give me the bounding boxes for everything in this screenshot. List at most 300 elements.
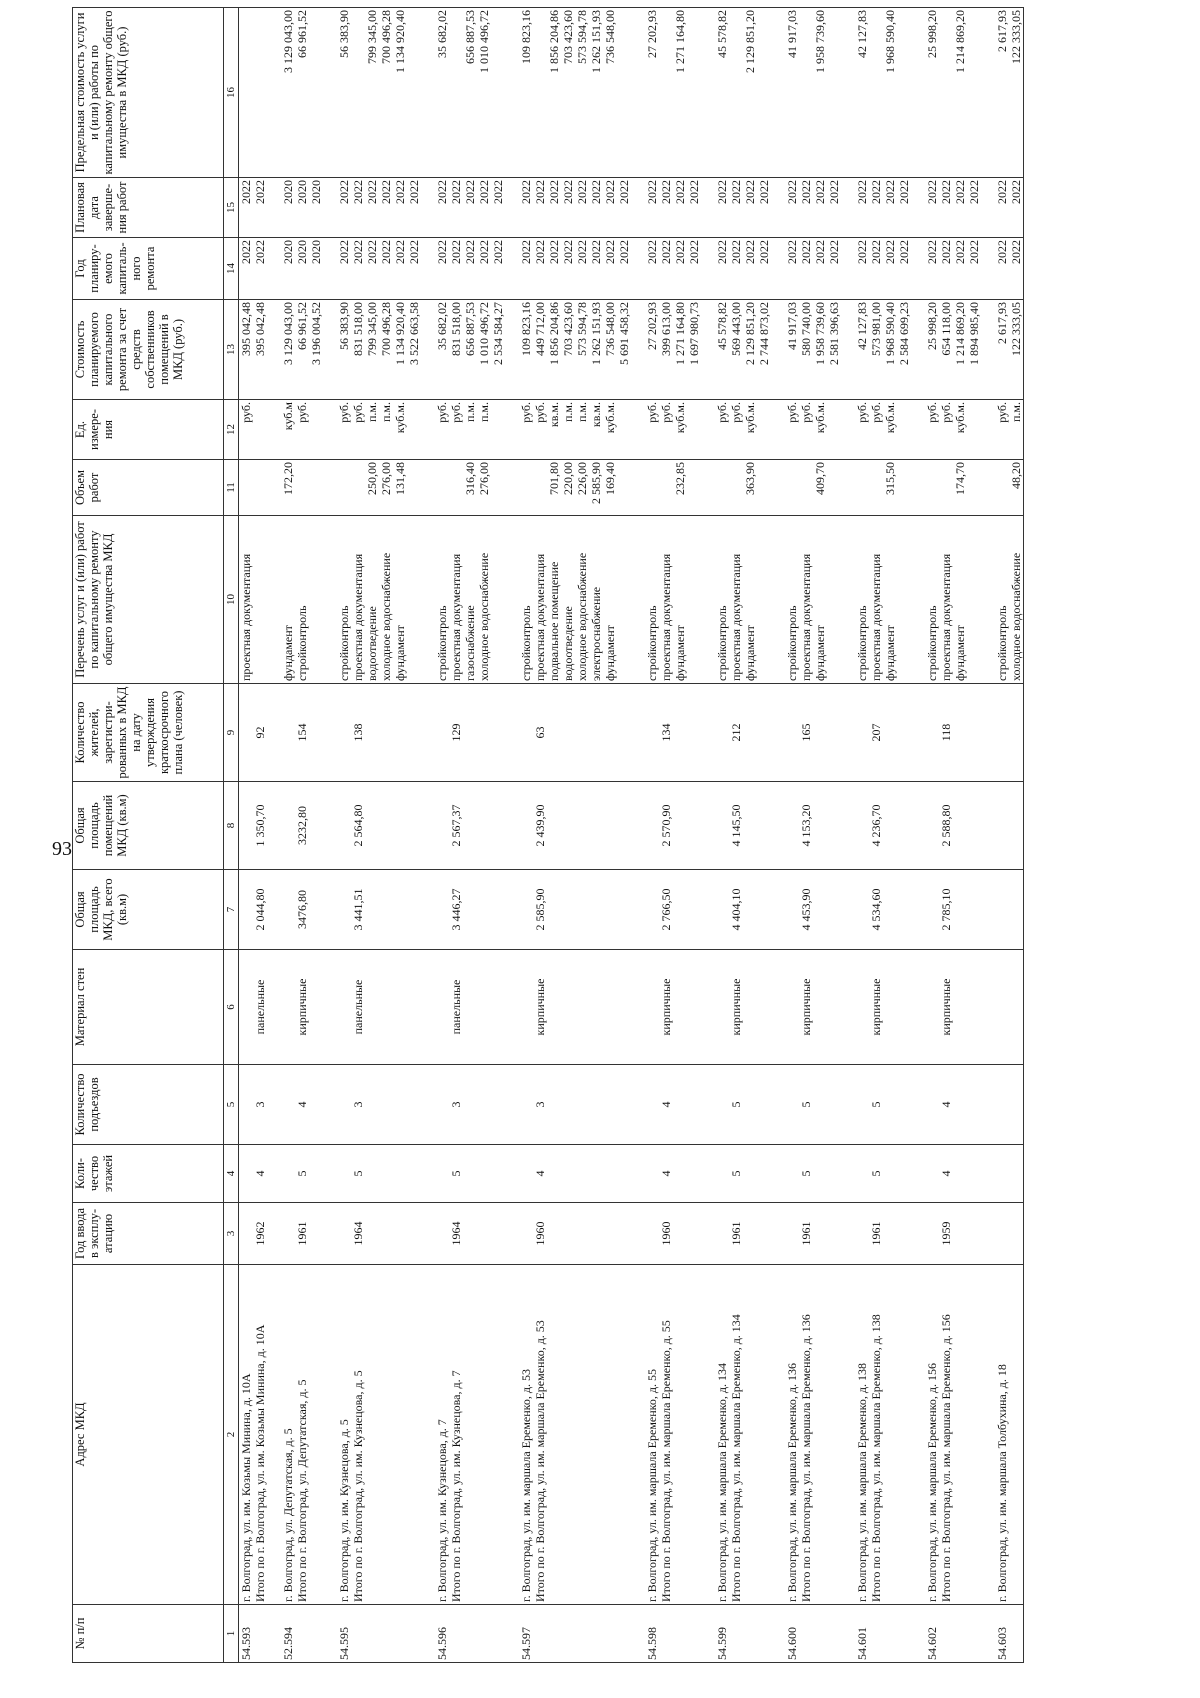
spacer-cell (911, 1145, 925, 1203)
cell-line: 1961 (799, 1221, 813, 1246)
cell-line: 2022 (883, 180, 897, 204)
cell-line: 2022 (995, 180, 1009, 204)
cell-line: 703 423,60 (561, 302, 575, 356)
cell-line: 2020 (309, 240, 323, 264)
cell-line: 2022 (869, 180, 883, 204)
cell-line (855, 1205, 869, 1262)
cell-line: 1 134 920,40 (393, 10, 407, 73)
cell-line: 2022 (379, 240, 393, 264)
cell-line: стройконтроль (295, 605, 309, 681)
row-wall-material (855, 950, 911, 1065)
cell-line: фундамент (813, 625, 827, 681)
cell-line (239, 952, 253, 1062)
cell-line (869, 462, 883, 513)
cell-line: 2022 (743, 180, 757, 204)
cell-line: 2022 (827, 180, 841, 204)
cell-line: 2022 (799, 240, 813, 264)
row-works (281, 516, 323, 684)
cell-line (785, 462, 799, 513)
spacer-cell (771, 238, 785, 300)
cell-line (855, 462, 869, 513)
cell-line (239, 872, 253, 947)
cell-line: 2022 (799, 180, 813, 204)
cell-line: 449 712,00 (533, 302, 547, 356)
row-completion (281, 178, 323, 238)
cell-line: руб. (519, 402, 533, 423)
row-wall-material (519, 950, 631, 1065)
cell-line: 2022 (379, 180, 393, 204)
row-limit-cost (435, 8, 505, 178)
cell-line: 2022 (925, 240, 939, 264)
spacer-cell (701, 870, 715, 950)
cell-line (785, 1067, 799, 1142)
spacer-cell (841, 684, 855, 782)
cell-line: 409,70 (813, 462, 827, 495)
cell-line: 3476,80 (295, 890, 309, 929)
cell-line: 3 129 043,00 (281, 10, 295, 73)
cell-line: 573 981,00 (869, 302, 883, 356)
row-floors (435, 1145, 505, 1203)
cell-line: г. Волгоград, ул. им. маршала Еременко, д. 138 (855, 1362, 869, 1602)
cell-line (645, 784, 659, 867)
row-address (281, 1265, 323, 1605)
cell-line (337, 1067, 351, 1142)
row-total-area (715, 870, 771, 950)
cell-line: 580 740,00 (799, 302, 813, 356)
row-volume (855, 460, 911, 516)
row-wall-material (645, 950, 701, 1065)
cell-line (925, 1147, 939, 1200)
cell-line: 2022 (365, 180, 379, 204)
row-unit (239, 400, 268, 460)
spacer-cell (911, 1065, 925, 1145)
cell-line: 131,48 (393, 462, 407, 495)
row-completion (995, 178, 1024, 238)
cell-line: 5 (729, 1101, 743, 1108)
row-year-built (995, 1203, 1024, 1265)
cell-line: 109 823,16 (519, 10, 533, 64)
cell-line (799, 462, 813, 513)
cell-line: 2022 (351, 180, 365, 204)
row-entrances (281, 1065, 323, 1145)
cell-line: 2022 (463, 240, 477, 264)
row-year-built (715, 1203, 771, 1265)
spacer-cell (505, 400, 519, 460)
cell-line: проектная документация (449, 553, 463, 681)
row-number (785, 1605, 841, 1663)
row-total-area (519, 870, 631, 950)
cell-line: 2022 (575, 180, 589, 204)
spacer-cell (267, 870, 281, 950)
cell-line: куб.м. (393, 402, 407, 434)
row-residents (239, 684, 268, 782)
cell-line: 2 581 396,63 (827, 302, 841, 365)
cell-line (1009, 686, 1023, 779)
cell-line: 41 917,03 (785, 302, 799, 350)
spacer-cell (505, 950, 519, 1065)
column-header-10: Перечень услуг и (или) работ по капитальному ремонту общего имущества МКД (73, 516, 224, 684)
cell-line: стройконтроль (337, 605, 351, 681)
spacer-cell (323, 400, 337, 460)
cell-line: 138 (351, 723, 365, 742)
row-works (239, 516, 268, 684)
cell-line: 122 333,05 (1009, 10, 1023, 64)
spacer-cell (701, 1203, 715, 1265)
row-spacer (701, 8, 715, 1663)
row-year-built (645, 1203, 701, 1265)
row-repair-year (337, 238, 421, 300)
cell-line: 250,00 (365, 462, 379, 495)
cell-line: 2022 (687, 180, 701, 204)
cell-line (855, 1147, 869, 1200)
cell-line: Итого по г. Волгоград, ул. им. маршала Еременко, д. 55 (659, 1320, 673, 1602)
cell-line (1009, 1067, 1023, 1142)
spacer-cell (267, 238, 281, 300)
cell-line: 363,90 (743, 462, 757, 495)
cell-line: 118 (939, 723, 953, 742)
spacer-cell (701, 1265, 715, 1605)
cell-line (449, 462, 463, 513)
spacer-cell (323, 950, 337, 1065)
row-premises-area (337, 782, 421, 870)
cell-line: руб. (855, 402, 869, 423)
spacer-cell (505, 460, 519, 516)
cell-line (939, 462, 953, 513)
spacer-cell (505, 300, 519, 400)
spacer-cell (505, 238, 519, 300)
cell-line: 63 (533, 726, 547, 739)
row-works (519, 516, 631, 684)
spacer-cell (323, 300, 337, 400)
cell-line: 799 345,00 (365, 302, 379, 356)
spacer-cell (911, 300, 925, 400)
page-number: 93 (52, 838, 72, 860)
cell-line: 1 856 204,86 (547, 302, 561, 365)
spacer-cell (981, 178, 995, 238)
cell-line: 2 617,93 (995, 302, 1009, 344)
cell-line: проектная документация (659, 553, 673, 681)
cell-line (995, 686, 1009, 779)
row-repair-year (855, 238, 911, 300)
table-row (435, 8, 505, 1663)
cell-line: 2022 (435, 240, 449, 264)
spacer-cell (701, 400, 715, 460)
cell-line: 2022 (995, 240, 1009, 264)
row-entrances (645, 1065, 701, 1145)
spacer-cell (701, 1065, 715, 1145)
spacer-cell (421, 300, 435, 400)
cell-line: п.м. (477, 402, 491, 423)
cell-line: фундамент (673, 625, 687, 681)
cell-line: руб. (295, 402, 309, 423)
cell-line (729, 10, 743, 175)
cell-line: руб. (659, 402, 673, 423)
table-row (645, 8, 701, 1663)
spacer-cell (981, 684, 995, 782)
cell-line (715, 462, 729, 513)
cell-line: 1 350,70 (253, 804, 267, 847)
cell-line (995, 1147, 1009, 1200)
cell-line: куб.м. (883, 402, 897, 434)
cell-line: 42 127,83 (855, 10, 869, 58)
cell-line: г. Волгоград, ул. им. маршала Еременко, д. 55 (645, 1368, 659, 1602)
table-row (995, 8, 1024, 1663)
cell-line: 3232,80 (295, 806, 309, 845)
cell-line: 35 682,02 (435, 10, 449, 58)
cell-line: 226,00 (575, 462, 589, 495)
cell-line (995, 952, 1009, 1062)
cell-line: 27 202,93 (645, 10, 659, 58)
cell-line: 656 887,53 (463, 302, 477, 356)
spacer-cell (421, 782, 435, 870)
row-address (645, 1265, 701, 1605)
cell-line (519, 952, 533, 1062)
spacer-cell (841, 1065, 855, 1145)
cell-line: 2 564,80 (351, 804, 365, 847)
cell-line: стройконтроль (995, 605, 1009, 681)
cell-line: 109 823,16 (519, 302, 533, 356)
spacer-cell (631, 178, 645, 238)
cell-line: 2 534 584,27 (491, 302, 505, 365)
cell-line: 1 134 920,40 (393, 302, 407, 365)
row-floors (995, 1145, 1024, 1203)
spacer-cell (701, 460, 715, 516)
table-row (337, 8, 421, 1663)
spacer-cell (911, 1605, 925, 1663)
cell-line: 4 (939, 1101, 953, 1108)
column-header-8: Общая площадь помещений МКД (кв.м) (73, 782, 224, 870)
row-number (239, 1605, 268, 1663)
row-works (337, 516, 421, 684)
spacer-cell (841, 238, 855, 300)
row-volume (785, 460, 841, 516)
row-address (337, 1265, 421, 1605)
column-header-1: № п/п (73, 1605, 224, 1663)
cell-line: проектная документация (939, 553, 953, 681)
spacer-cell (911, 178, 925, 238)
cell-line (785, 952, 799, 1062)
row-limit-cost (995, 8, 1024, 178)
row-cost (785, 300, 841, 400)
cell-line: п.м. (463, 402, 477, 423)
cell-line: 2022 (393, 240, 407, 264)
cell-line: 1959 (939, 1221, 953, 1246)
cell-line: 703 423,60 (561, 10, 575, 64)
spacer-cell (267, 1605, 281, 1663)
row-limit-cost (715, 8, 771, 178)
cell-line: 2022 (463, 180, 477, 204)
row-total-area (645, 870, 701, 950)
row-unit (337, 400, 421, 460)
cell-line: проектная документация (869, 553, 883, 681)
row-works (855, 516, 911, 684)
cell-line: кв.м. (589, 402, 603, 428)
cell-line (337, 1147, 351, 1200)
cell-line: 122 333,05 (1009, 302, 1023, 356)
row-number (715, 1605, 771, 1663)
spacer-cell (841, 870, 855, 950)
cell-line: 4 145,50 (729, 804, 743, 847)
spacer-cell (421, 684, 435, 782)
cell-line (855, 872, 869, 947)
cell-line (925, 686, 939, 779)
cell-line (1009, 1205, 1023, 1262)
cell-line: стройконтроль (715, 605, 729, 681)
spacer-cell (981, 870, 995, 950)
cell-line: 2022 (939, 240, 953, 264)
cell-line: проектная документация (239, 553, 253, 681)
cell-line: 2020 (309, 180, 323, 204)
cell-line: 54.600 (785, 1627, 799, 1660)
cell-line: 2022 (617, 240, 631, 264)
cell-line: 2022 (953, 180, 967, 204)
cell-line: 2022 (659, 180, 673, 204)
column-number-4: 4 (224, 1145, 239, 1203)
spacer-cell (771, 1265, 785, 1605)
row-residents (337, 684, 421, 782)
cell-line: водоотведение (365, 606, 379, 681)
cell-line (533, 462, 547, 513)
cell-line (715, 952, 729, 1062)
spacer-cell (421, 1065, 435, 1145)
row-floors (785, 1145, 841, 1203)
row-cost (995, 300, 1024, 400)
spacer-cell (981, 238, 995, 300)
cell-line: 220,00 (561, 462, 575, 495)
spacer-cell (421, 1265, 435, 1605)
cell-line (1009, 952, 1023, 1062)
cell-line: кирпичные (869, 978, 883, 1036)
row-floors (715, 1145, 771, 1203)
column-header-15: Плановая дата заверше-ния работ (73, 178, 224, 238)
spacer-cell (981, 1265, 995, 1605)
row-repair-year (435, 238, 505, 300)
spacer-cell (631, 1065, 645, 1145)
row-unit (855, 400, 911, 460)
spacer-cell (841, 460, 855, 516)
cell-line (519, 686, 533, 779)
cell-line (281, 686, 295, 779)
row-volume (715, 460, 771, 516)
cell-line: 54.598 (645, 1627, 659, 1660)
row-residents (925, 684, 981, 782)
cell-line: 2022 (785, 180, 799, 204)
cell-line: 2 585,90 (589, 462, 603, 504)
cell-line: электроснабжение (589, 586, 603, 681)
row-entrances (519, 1065, 631, 1145)
cell-line: 45 578,82 (715, 10, 729, 58)
cell-line: 2022 (491, 240, 505, 264)
cell-line: 4 153,20 (799, 804, 813, 847)
cell-line: руб. (239, 402, 253, 423)
spacer-cell (841, 400, 855, 460)
cell-line: 154 (295, 723, 309, 742)
cell-line: 701,80 (547, 462, 561, 495)
spacer-cell (323, 178, 337, 238)
spacer-cell (701, 1605, 715, 1663)
spacer-cell (771, 460, 785, 516)
spacer-cell (421, 870, 435, 950)
cell-line: 5 (449, 1170, 463, 1177)
cell-line (645, 1205, 659, 1262)
table-row (281, 8, 323, 1663)
row-unit (281, 400, 323, 460)
cell-line (715, 1205, 729, 1262)
cell-line: 1 271 164,80 (673, 302, 687, 365)
spacer-cell (841, 782, 855, 870)
cell-line: кв.м. (547, 402, 561, 428)
spacer-cell (631, 460, 645, 516)
row-spacer (841, 8, 855, 1663)
cell-line (519, 462, 533, 513)
cell-line: 2022 (1009, 180, 1023, 204)
row-wall-material (337, 950, 421, 1065)
spacer-cell (631, 1203, 645, 1265)
cell-line (715, 784, 729, 867)
cell-line: Итого по г. Волгоград, ул. им. маршала Еременко, д. 156 (939, 1314, 953, 1602)
cell-line: 2 785,10 (939, 888, 953, 931)
spacer-cell (911, 238, 925, 300)
cell-line: 3 (351, 1101, 365, 1108)
spacer-cell (323, 1065, 337, 1145)
spacer-cell (981, 1145, 995, 1203)
spacer-cell (421, 400, 435, 460)
row-limit-cost (239, 8, 268, 178)
cell-line: 276,00 (379, 462, 393, 495)
cell-line: 2022 (491, 180, 505, 204)
row-floors (519, 1145, 631, 1203)
column-header-13: Стоимость планируемого капитального ремонта за счет средств собственников помещений в МКД (руб.) (73, 300, 224, 400)
cell-line (337, 686, 351, 779)
cell-line: 2022 (967, 240, 981, 264)
cell-line: 276,00 (477, 462, 491, 495)
spacer-cell (421, 950, 435, 1065)
cell-line: куб.м. (603, 402, 617, 434)
cell-line: панельные (253, 979, 267, 1035)
row-limit-cost (855, 8, 911, 178)
spacer-cell (505, 870, 519, 950)
row-limit-cost (281, 8, 323, 178)
cell-line (995, 462, 1009, 513)
cell-line: 2022 (673, 240, 687, 264)
cell-line (435, 1147, 449, 1200)
cell-line: 3 441,51 (351, 888, 365, 931)
cell-line: 2022 (813, 240, 827, 264)
cell-line (645, 1147, 659, 1200)
cell-line: 1 271 164,80 (673, 10, 687, 73)
cell-line (785, 872, 799, 947)
cell-line: 2020 (295, 180, 309, 204)
cell-line: 2022 (673, 180, 687, 204)
row-repair-year (995, 238, 1024, 300)
row-volume (239, 460, 268, 516)
cell-line: 3 129 043,00 (281, 302, 295, 365)
column-header-9: Количество жителей, зарегистри-рованных в МКД на дату утверждения краткосрочного плана (человек) (73, 684, 224, 782)
spacer-cell (911, 8, 925, 178)
spacer-cell (631, 238, 645, 300)
cell-line (925, 1205, 939, 1262)
row-entrances (435, 1065, 505, 1145)
cell-line: г. Волгоград, ул. им. маршала Еременко, д. 136 (785, 1362, 799, 1602)
cell-line: куб.м (281, 402, 295, 431)
spacer-cell (267, 300, 281, 400)
spacer-cell (771, 300, 785, 400)
cell-line (785, 686, 799, 779)
spacer-cell (505, 1065, 519, 1145)
cell-line: 56 383,90 (337, 302, 351, 350)
cell-line: 2022 (533, 240, 547, 264)
spacer-cell (323, 684, 337, 782)
